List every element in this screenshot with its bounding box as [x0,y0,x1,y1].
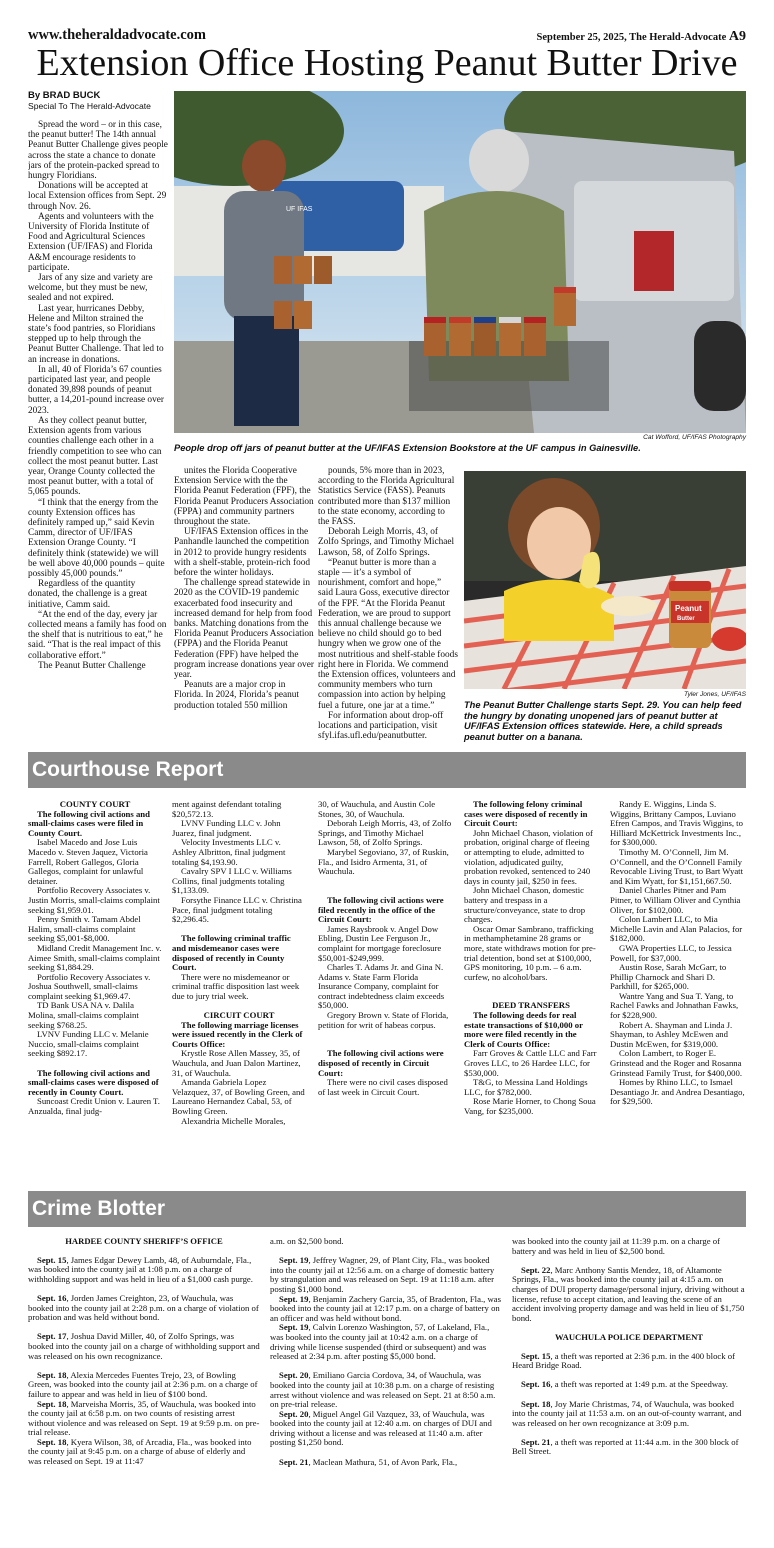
entry-text: , Benjamin Zachery Garcia, 35, of Bradenton, Fla., was booked into the county jail at 12:17 p.m. on a charge of battery on an officer and was held without bond. [270,1293,501,1323]
paragraph: Penny Smith v. Tamam Abdel Halim, small-claims complaint seeking $5,001-$8,000. [28,914,141,944]
photo2-caption: The Peanut Butter Challenge starts Sept. 29. You can help feed the hungry by donating unopened jars of peanut butter at UF/IFAS Extension offices statewide. Here, a child spreads peanut butter on a banana. [464,700,742,742]
blotter-entry [512,1266,746,1324]
entry-date: Sept. 18 [37,1369,67,1380]
paragraph: Portfolio Recovery Associates v. Joshua Southwell, small-claims complaint seeking $1,969.47. [28,971,151,1001]
headline: Extension Office Hosting Peanut Butter Drive [36,42,738,84]
entry-text: , Marc Anthony Santis Mendez, 18, of Altamonte Springs, Fla., was booked into the county jail at 4:15 a.m. on charges of DUI property damage/personal injury, driving without a license, refuse to accept citation, and leaving the scene of an accident involving property damage and was held in lieu of $1,750 bond. [512,1264,745,1323]
blotter-entry [28,1400,260,1438]
courthouse-col-5 [610,800,746,1175]
blotter-entry [28,1332,260,1361]
photo2-scene [464,471,746,689]
blotter-entry [512,1352,746,1371]
paragraph: Regardless of the quantity donated, the challenge is a great initiative, Camm said. [28,579,148,610]
paragraph: Donations will be accepted at local Extension offices from Sept. 29 through Nov. 26. [28,181,167,212]
photo1-credit: Cat Wofford, UF/IFAS Photography [643,434,746,441]
date-line: September 25, 2025, The Herald-Advocate [536,32,727,43]
paragraph: UF/IFAS Extension offices in the Panhandle launched the competition in 2012 to provide hungry residents with a shelf-stable, protein-rich food before the winter holidays. [174,527,311,579]
sheriff-entries-cont [270,1256,502,1467]
entry-date: Sept. 16 [521,1379,551,1390]
entry-date: Sept. 20 [279,1408,309,1419]
paragraph: Farr Groves & Cattle LLC and Farr Groves LLC, to 26 Hardee LLC, for $530,000. [464,1048,597,1078]
entry-text: , Marveisha Morris, 35, of Wauchula, was booked into the county jail at 6:58 p.m. on two counts of resisting arrest without violence and was released on Sept. 19 at 9:59 p.m. on pre-trial release. [28,1398,260,1438]
paragraph: Timothy M. O’Connell, Jim M. O’Connell, and the O’Connell Family Revocable Living Trust, to Bart Wyatt and Kim Wyatt, for $1,151,667.50. [610,846,743,886]
paragraph: LVNV Funding LLC v. Melanie Nuccio, small-claims complaint seeking $892.17. [28,1029,149,1059]
article-col-2 [174,466,314,742]
photo-scene [174,91,746,433]
paragraph: ment against defendant totaling $20,572.13. [172,800,282,819]
entry-text: , Kyera Wilson, 38, of Arcadia, Fla., was booked into the county jail at 9:45 p.m. on a charge of abuse of elderly and was released on Sept. 19 at 11:47 [28,1436,252,1467]
entry-text: , a theft was reported at 1:49 p.m. at the Speedway. [550,1379,728,1390]
paragraph: Wantre Yang and Sua T. Yang, to Rachel Fawks and Johnathan Fawks, for $228,900. [610,990,739,1021]
paragraph: Colon Lambert, to Roger E. Grinstead and the Roger and Rosanna Grinstead Family Trust, for $400,000. [610,1048,743,1078]
list-civil-disposed [28,1097,162,1116]
lead-deed-transfers: The following deeds for real estate transactions of $10,000 or more were filed recently in the Clerk of Courts Office: [464,1010,583,1049]
courthouse-col-4 [464,800,598,1175]
blotter-entry [270,1458,502,1468]
blotter-entry [270,1371,502,1409]
article-col-3 [318,466,458,742]
crime-col-2 [270,1237,502,1537]
sheriff-entries [28,1256,260,1467]
paragraph: Deborah Leigh Morris, 43, of Zolfo Springs, and Timothy Michael Lawson, 58, of Zolfo Springs. [318,527,455,558]
paragraph: LVNV Funding LLC v. John Juarez, final judgment. [172,818,281,838]
blotter-entry [28,1256,260,1285]
crime-col-1 [28,1237,260,1537]
paragraph: Isabel Macedo and Jose Luis Macedo v. Steven Jaquez, Victoria Farrell, Robert Gallegos, Gloria Gallegos, complaint for unlawful detainer. [28,837,148,886]
entry-date: Sept. 20 [279,1370,309,1381]
byline-author: By BRAD BUCK [28,90,101,101]
crime-blotter-banner: Crime Blotter [28,1191,746,1227]
entry-text: , Calvin Lorenzo Washington, 57, of Lakeland, Fla., was booked into the county jail at 10:42 a.m. on a charge of driving while license suspended (third or subsequent) and was released at 2:34 p.m. after posting $5,000 bond. [270,1322,490,1362]
sheriff-office-heading: HARDEE COUNTY SHERIFF’S OFFICE [65,1237,223,1246]
jar-sign: UF IFAS [286,206,313,213]
list-felony-disposed [464,829,598,983]
paragraph: TD Bank USA NA v. Dalila Molina, small-claims complaint seeking $768.25. [28,1000,139,1030]
paragraph: Homes by Rhino LLC, to Ismael Desantiago Jr. and Andrea Desantiago, for $29,500. [610,1077,745,1107]
paragraph: Agents and volunteers with the University of Florida Institute of Food and Agricultural Sciences Extension (UF/IFAS) and Florida A&M encourage residents to participate. [28,211,154,273]
entry-date: Sept. 15 [37,1254,67,1265]
photo1-caption: People drop off jars of peanut butter at the UF/IFAS Extension Bookstore at the UF campus in Gainesville. [174,443,641,453]
paragraph: “Peanut butter is more than a staple — it’s a symbol of nourishment, comfort and hope,” said Laura Goss, executive director of the FPF. “At the Florida Peanut Federation, we are proud to support this annual challenge because we believe no child should go to bed hungry when we grow one of the most nutritious and shelf-stable foods right here in Florida. We commend the Extension offices, volunteers and community members who turn compassion into action by helping fuel a future, one jar at a time.” [318,557,458,711]
lead-felony-disposed: The following felony criminal cases were disposed of recently in Circuit Court: [464,800,588,829]
entry-date: Sept. 19 [279,1293,309,1304]
wauchula-police-heading: WAUCHULA POLICE DEPARTMENT [554,1331,704,1342]
courthouse-col-3 [318,800,452,1175]
page-number: A9 [728,29,746,44]
blotter-entry [512,1400,746,1429]
lead-civil-disposed: The following civil actions and small-claims cases were disposed of recently in County Court. [28,1067,159,1097]
paragraph: The Peanut Butter Challenge [38,660,146,671]
entry-date: Sept. 19 [279,1322,309,1333]
blotter-entry [512,1438,746,1457]
paragraph: Randy E. Wiggins, Linda S. Wiggins, Brittany Campos, Luviano Efren Campos, and Travis Wiggins, to Hilliard McKettrick Investments Inc., for $300,000. [610,800,743,848]
paragraph: 30, of Wauchula, and Austin Cole Stones, 30, of Wauchula. [318,800,436,819]
photo-peanut-butter-drop-off [174,91,746,433]
paragraph: pounds, 5% more than in 2023, according to the Florida Agricultural Statistics Service (FASS). Peanuts contributed more than $137 million to the state economy, according to the FASS. [318,466,455,528]
paragraph: As they collect peanut butter, Extension agents from various counties challenge each other in a friendly competition to see who can collect the most peanut butter. Last year, Orange County collected the most peanut butter, with a total of 5,065 pounds. [28,415,162,498]
paragraph: Peanuts are a major crop in Florida. In 2024, Florida’s peanut production totaled 550 million [174,680,299,711]
entry-text: , Jeffrey Wagner, 29, of Plant City, Fla., was booked into the county jail at 12:56 a.m. on a charge of domestic battery by strangulation and was released on Sept. 19 at 11:18 a.m. after posting $1,000 bond. [270,1255,495,1294]
list-civil-filed [28,838,162,1059]
criminal-traffic-text: There were no misdemeanor or criminal traffic disposition last week due to jury trial week. [172,971,300,1001]
paragraph: Portfolio Recovery Associates v. Justin Morris, small-claims complaint seeking $1,959.01. [28,885,160,915]
paragraph: The challenge spread statewide in 2020 as the COVID-19 pandemic exacerbated food insecurity and increased demand for help from food banks. Matching donations from the Florida Peanut Producers Association (FPPA) and the Florida Peanut Federation (FPF) have helped the program increase donations year over year. [174,578,314,681]
circuit-civil-disposed-text: There were no civil cases disposed of last week in Circuit Court. [318,1077,448,1097]
paragraph: James Raysbrook v. Angel Dow Ebling, Dustin Lee Ferguson Jr., complaint for mortgage foreclosure $50,001-$249,999. [318,923,442,963]
lead-civil-filed: The following civil actions and small-claims cases were filed in County Court. [28,808,150,838]
jar-label-butter: Butter [677,616,695,622]
photo2-credit: Tyler Jones, UF/IFAS [683,691,746,698]
entry-date: Sept. 16 [37,1292,67,1303]
police-entries [512,1352,746,1458]
lead-criminal-traffic: The following criminal traffic and misdemeanor cases were disposed of recently in County Court. [172,933,291,973]
paragraph: GWA Properties LLC, to Jessica Powell, for $37,000. [610,942,732,963]
paragraph: In all, 40 of Florida’s 67 counties participated last year, and people donated 39,898 pounds of peanut butter, a 14,201-pound increase over 2023. [28,364,164,416]
site-url[interactable]: www.theheraldadvocate.com [28,27,207,43]
paragraph: Midland Credit Management Inc. v. Aimee Smith, small-claims complaint seeking $1,884.29. [28,942,162,973]
paragraph: John Michael Chason, violation of probation, original charge of fleeing or attempting to elude, admitted to violation, adjudicated guilty, probation revoked, sentenced to 240 days in county jail, $250 in fees. [464,827,593,886]
lead-marriage-licenses: The following marriage licenses were issued recently in the Clerk of Courts Office: [172,1019,303,1049]
blotter-entry [28,1371,260,1400]
entry-date: Sept. 22 [521,1264,551,1275]
blotter-entry [270,1295,502,1324]
entry-text: , Joshua David Miller, 40, of Zolfo Springs, was booked into the county jail on a charge of withholding support and was released on his own recognizance. [28,1331,260,1361]
paragraph: For information about drop-off locations and participation, visit sfyl.ifas.ufl.edu/peanutbutter. [318,710,444,742]
entry-text: , Jorden James Creighton, 23, of Wauchula, was booked into the county jail at 2:28 p.m. on a charge of violation of probation and was held without bond. [28,1292,259,1323]
byline [28,91,168,111]
paragraph: Velocity Investments LLC v. Ashley Albritton, final judgment totaling $4,193.90. [172,837,286,867]
entry-date: Sept. 18 [521,1398,551,1409]
entry-text: , Miguel Angel Gil Vazquez, 33, of Wauchula, was booked into the county jail at 12:40 a.m. on charges of DUI and driving without a license and was released at 11:40 a.m. after posting $1,250 bond. [270,1408,492,1448]
list-deed-transfers-cont [610,800,746,1107]
paragraph: Krystle Rose Allen Massey, 35, of Wauchula, and Juan Dalon Martinez, 31, of Wauchula. [172,1048,301,1078]
entry-text: , Alexia Mercedes Fuentes Trejo, 23, of Bowling Green, was booked into the county jail at 2:36 p.m. on a charge of failure to appear and was held in lieu of $100 bond. [28,1369,258,1399]
paragraph: unites the Florida Cooperative Extension Service with the the Florida Peanut Federation (FPF), the Florida Peanut Producers Association (FPPA) and community partners throughout the state. [174,466,314,528]
byline-sub: Special To The Herald-Advocate [28,101,151,111]
entry-text: , Emiliano Garcia Cordova, 34, of Wauchula, was booked into the county jail at 10:38 p.m. on a charge of resisting arrest without violence and was released on Sept. 21 at 8:50 a.m. on pre-trial release. [270,1370,496,1410]
courthouse-col-1 [28,800,162,1175]
circuit-court-heading: CIRCUIT COURT [203,1010,275,1021]
list-deed-transfers [464,1049,598,1116]
paragraph: Austin Rose, Sarah McGarr, to Phillip Charnock and Shari D. Parkhill, for $265,000. [610,962,727,992]
list-marriage-licenses [172,1049,306,1126]
entry-date: Sept. 18 [37,1436,67,1447]
deed-transfers-heading: DEED TRANSFERS [492,1000,570,1011]
county-court-heading: COUNTY COURT [59,800,131,809]
photo-child-banana [464,471,746,689]
list-marriages-cont [318,800,452,877]
entry-date: Sept. 18 [37,1398,67,1409]
paragraph: Rose Marie Horner, to Chong Soua Vang, for $235,000. [464,1096,596,1116]
paragraph: Gregory Brown v. State of Florida, petition for writ of habeas corpus. [318,1010,449,1030]
jar-label-peanut: Peanut [675,604,702,613]
article-col-1 [28,120,168,740]
paragraph: Colon Lambert LLC, to Mia Michelle Lavin and Alan Palacios, for $182,000. [610,914,743,944]
paragraph: T&G, to Messina Land Holdings LLC, for $782,000. [464,1077,588,1097]
sheriff-entries-cont-2 [512,1266,746,1333]
courthouse-col-2 [172,800,306,1175]
entry-date: Sept. 21 [279,1456,309,1467]
entry-text: , Joy Marie Christmas, 74, of Wauchula, was booked into the county jail at 11:53 a.m. on an out-of-county warrant, and was released on her own recognizance at 3:09 p.m. [512,1398,742,1428]
blotter-entry [512,1380,746,1390]
paragraph: “I think that the energy from the county Extension offices has definitely ramped up,” said Kevin Camm, director of UF/IFAS Extension Orange County. “I definitely think (statewide) we will be well above 40,000 pounds – quite possibly 45,000 pounds.” [28,497,165,579]
blotter-entry [270,1410,502,1448]
entry-text: , Maclean Mathura, 51, of Avon Park, Fla., [308,1456,458,1467]
entry-date: Sept. 15 [521,1350,551,1361]
paragraph: Amanda Gabriela Lopez Velazquez, 37, of Bowling Green, and Laureano Hernandez Cabal, 53, of Bowling Green. [172,1077,305,1116]
paragraph: Spread the word – or in this case, the peanut butter! The 14th annual Peanut Butter Challenge gives people across the state a chance to donate jars of the protein-packed spread to hungry Floridians. [28,120,168,182]
paragraph: Deborah Leigh Morris, 43, of Zolfo Springs, and Timothy Michael Lawson, 58, of Zolfo Springs. [318,818,452,848]
entry-text: , James Edgar Dewey Lamb, 48, of Auburndale, Fla., was booked into the county jail at 1:08 p.m. on a charge of withholding support and was held in lieu of a $1,000 cash purge. [28,1254,253,1284]
paragraph: Cavalry SPV I LLC v. Williams Collins, final judgments totaling $1,133.09. [172,866,292,896]
list-judgments [172,800,306,925]
paragraph: Jars of any size and variety are welcome, but they must be new, sealed and not expired. [28,273,153,304]
blotter-entry [270,1256,502,1294]
paragraph: Forsythe Finance LLC v. Christina Pace, final judgment totaling $2,296.45. [172,894,302,925]
paragraph: Alexandria Michelle Morales, [181,1115,286,1126]
paragraph: Oscar Omar Sambrano, trafficking in methamphetamine 28 grams or more, state withdraws motion for pre-trial detention, bond set at $100,000, GPS monitoring, 10 p.m. – 6 a.m. curfew, no alcohol/bars. [464,923,596,982]
crime-col-3 [512,1237,746,1537]
entry-text: , a theft was reported at 2:36 p.m. in the 400 block of Heard Bridge Road. [512,1350,736,1371]
crime-col3-continued: was booked into the county jail at 11:39 p.m. on a charge of battery and was held in lieu of $2,500 bond. [512,1237,720,1256]
entry-date: Sept. 19 [279,1255,309,1266]
blotter-entry [270,1323,502,1361]
entry-text: , a theft was reported at 11:44 a.m. in the 300 block of Bell Street. [512,1436,739,1457]
paragraph: Daniel Charles Pitner and Pam Pitner, to William Oliver and Cynthia Oliver, for $102,000. [610,885,741,915]
paragraph: Suncoast Credit Union v. Lauren T. Anzualda, final judg- [28,1096,160,1116]
lead-circuit-civil-disposed: The following civil actions were disposed of recently in Circuit Court: [318,1048,444,1078]
paragraph: Charles T. Adams Jr. and Gina N. Adams v. State Farm Florida Insurance Company, complaint for contract indebtedness claim exceeds $50,000. [318,962,445,1011]
blotter-entry [28,1294,260,1323]
courthouse-report-banner: Courthouse Report [28,752,746,788]
list-circuit-civil-filed [318,925,452,1031]
paragraph: Last year, hurricanes Debby, Helene and Milton strained the state’s food pantries, so Floridians stepped up to help through the Peanut Butter Challenge. That led to an increase in donations. [28,303,164,365]
entry-date: Sept. 17 [37,1331,67,1342]
paragraph: Marybel Segoviano, 37, of Ruskin, Fla., and Isidro Armenta, 31, of Wauchula. [318,846,449,877]
paragraph: “At the end of the day, every jar collected means a family has food on the shelf that is nutritious to eat,” he said. “That is the real impact of this collaborative effort.” [28,609,167,661]
paragraph: Robert A. Shayman and Linda J. Shayman, to Ashley McEwen and Dustin McEwen, for $319,000. [610,1019,733,1049]
entry-date: Sept. 21 [521,1436,551,1447]
paragraph: John Michael Chason, domestic battery and trespass in a structure/conveyance, state to drop charges. [464,885,586,925]
lead-circuit-civil-filed: The following civil actions were filed recently in the office of the Circuit Court: [318,894,444,925]
blotter-entry [28,1438,260,1467]
crime-col2-continued: a.m. on $2,500 bond. [270,1237,344,1246]
